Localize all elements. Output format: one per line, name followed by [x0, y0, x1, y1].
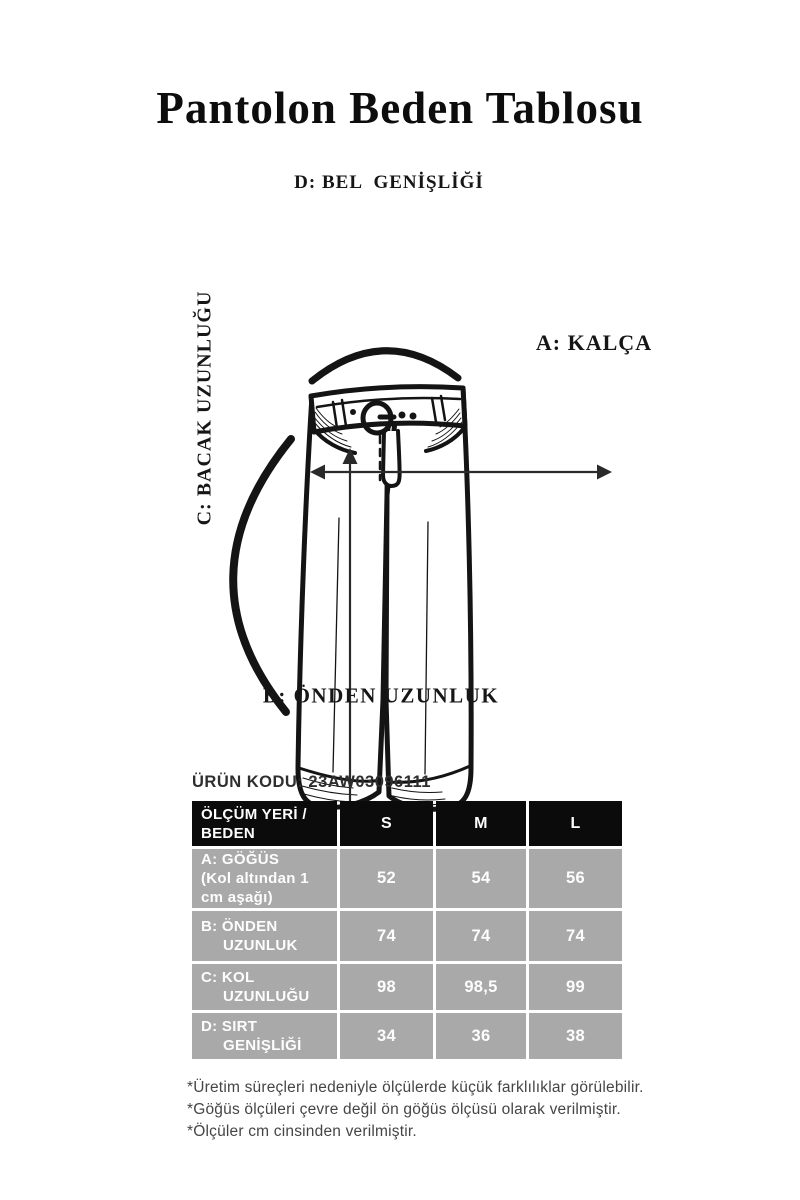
- col-header-size-l: L: [529, 801, 622, 846]
- leg-length-label: C: BACAK UZUNLUĞU: [193, 290, 216, 526]
- cell-value: 34: [340, 1013, 433, 1059]
- row-label-kol-uzunlugu: [192, 964, 337, 1010]
- col-header-measure-line1: ÖLÇÜM YERİ /: [201, 805, 307, 823]
- row-label-line1: B: ÖNDEN: [201, 918, 278, 935]
- waist-arc: [312, 351, 458, 381]
- front-length-label: B: ÖNDEN UZUNLUK: [262, 683, 500, 708]
- row-label-line1: D: SIRT: [201, 1018, 258, 1035]
- leg-arc: [233, 439, 291, 712]
- cell-value: 52: [340, 849, 433, 908]
- cell-value: 74: [436, 911, 526, 961]
- cell-value: 98,5: [436, 964, 526, 1010]
- cell-value: 54: [436, 849, 526, 908]
- col-header-measure-line2: BEDEN: [201, 824, 256, 842]
- col-header-measure: [192, 801, 337, 846]
- row-label-line1: A: GÖĞÜS: [201, 851, 280, 868]
- row-label-line2: GENİŞLİĞİ: [223, 1037, 302, 1054]
- footnotes: [187, 1077, 644, 1143]
- row-label-line2: (Kol altından 1 cm aşağı): [201, 870, 309, 906]
- col-header-size-m: M: [436, 801, 526, 846]
- page-title: Pantolon Beden Tablosu: [156, 83, 644, 133]
- row-label-line2: UZUNLUK: [223, 937, 298, 954]
- col-header-size-s: S: [340, 801, 433, 846]
- row-label-onden-uzunluk: [192, 911, 337, 961]
- product-code: ÜRÜN KODU: 23AW03096111: [192, 773, 431, 791]
- size-table: [192, 801, 622, 1059]
- row-label-gogus: [192, 849, 337, 908]
- cell-value: 98: [340, 964, 433, 1010]
- pants-measurement-diagram: [0, 150, 800, 730]
- cell-value: 36: [436, 1013, 526, 1059]
- waist-width-label: D: BEL GENİŞLİĞİ: [294, 172, 484, 193]
- cell-value: 74: [340, 911, 433, 961]
- row-label-line2: UZUNLUĞU: [223, 988, 310, 1005]
- row-label-sirt-genisligi: [192, 1013, 337, 1059]
- cell-value: 99: [529, 964, 622, 1010]
- footnote-line: *Ölçüler cm cinsinden verilmiştir.: [187, 1123, 417, 1140]
- cell-value: 38: [529, 1013, 622, 1059]
- row-label-line1: C: KOL: [201, 969, 255, 986]
- cell-value: 74: [529, 911, 622, 961]
- footnote-line: *Göğüs ölçüleri çevre değil ön göğüs ölçüsü olarak verilmiştir.: [187, 1101, 621, 1118]
- hip-label: A: KALÇA: [535, 330, 653, 355]
- cell-value: 56: [529, 849, 622, 908]
- footnote-line: *Üretim süreçleri nedeniyle ölçülerde küçük farklılıklar görülebilir.: [187, 1079, 644, 1096]
